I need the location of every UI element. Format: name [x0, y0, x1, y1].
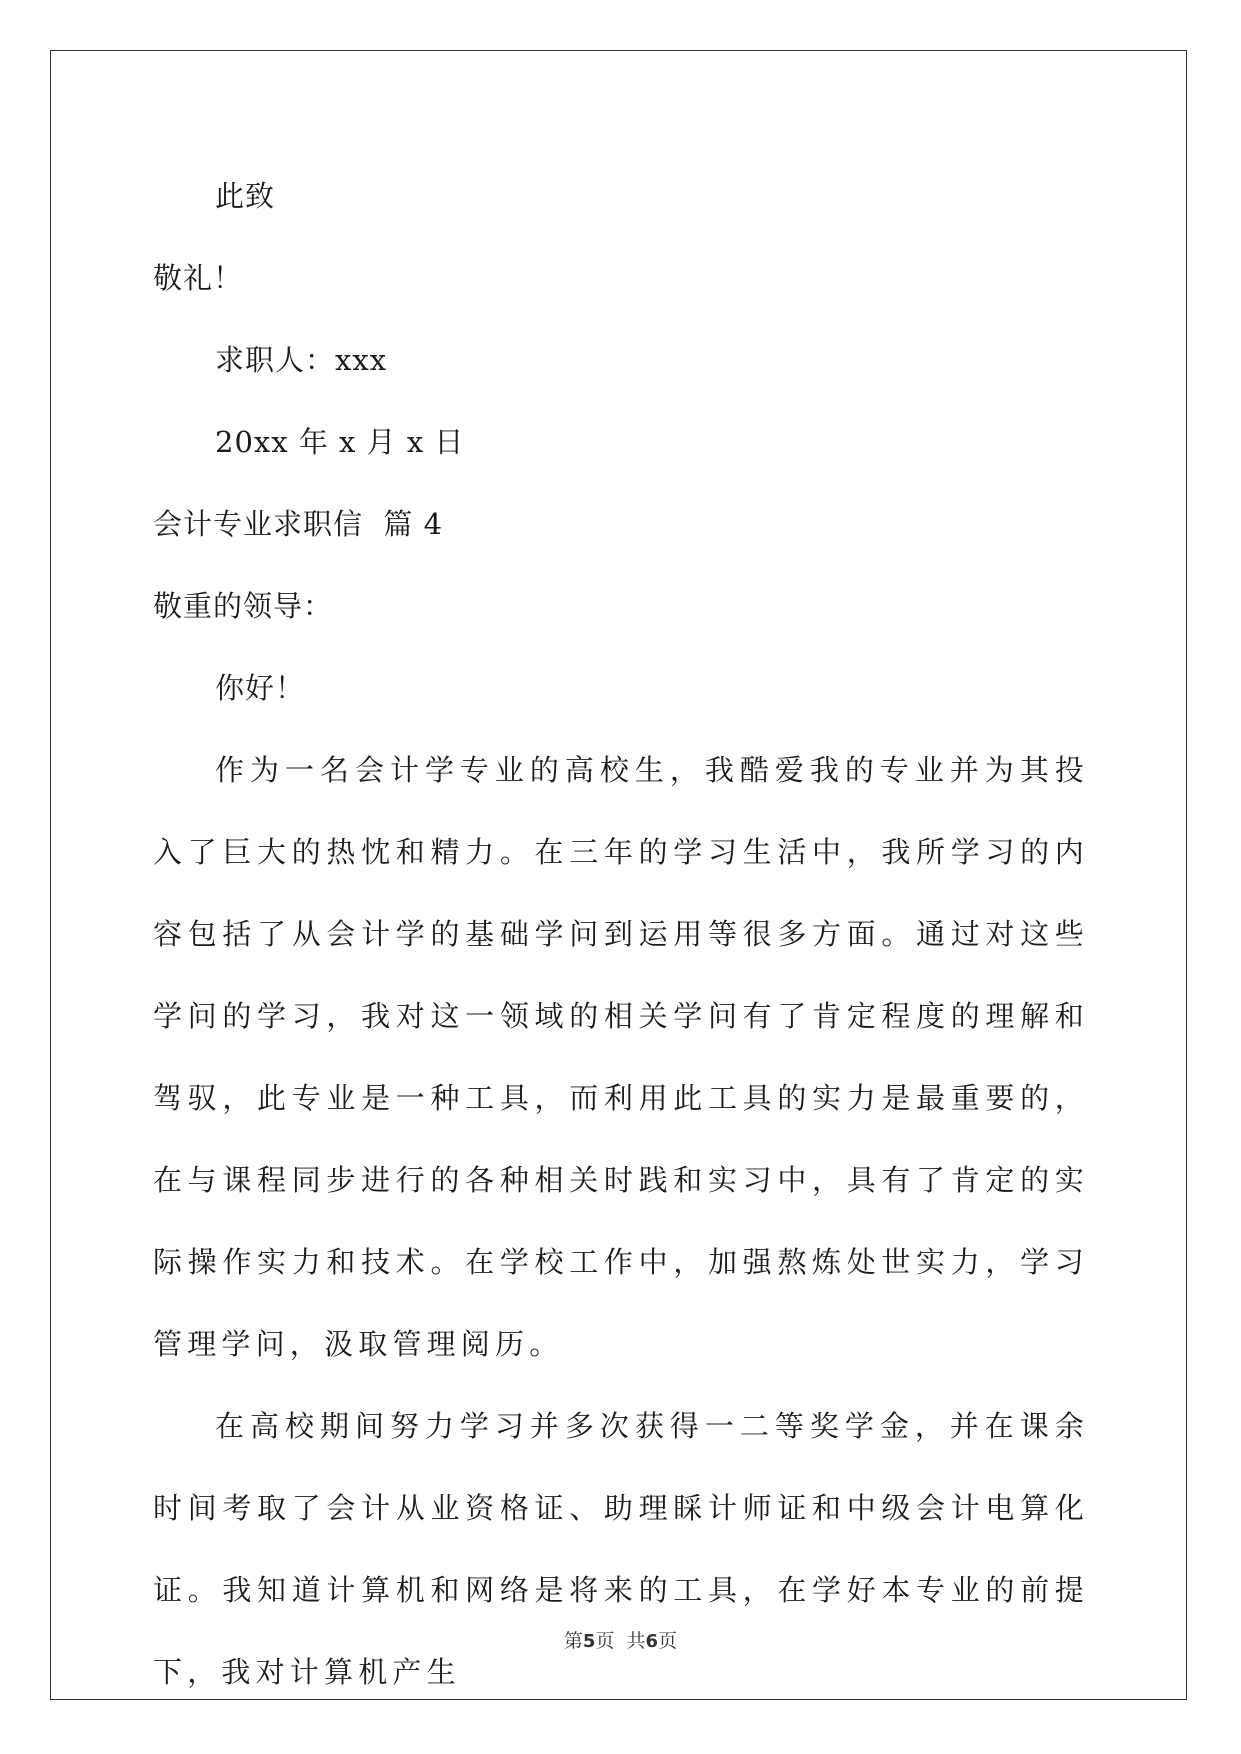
paragraph-2: 在高校期间努力学习并多次获得一二等奖学金，并在课余时间考取了会计从业资格证、助理睬计师证和中级会计电算化证。我知道计算机和网络是将来的工具，在学好本专业的前提下，我对计算机产生 — [153, 1409, 1089, 1689]
page-footer — [0, 1626, 1241, 1653]
paragraph-1: 作为一名会计学专业的高校生，我酷爱我的专业并为其投入了巨大的热忱和精力。在三年的学习生活中，我所学习的内容包括了从会计学的基础学问到运用等很多方面。通过对这些学问的学习，我对这一领域的相关学问有了肯定程度的理解和驾驭，此专业是一种工具，而利用此工具的实力是最重要的，在与课程同步进行的各种相关时践和实习中，具有了肯定的实际操作实力和技术。在学校工作中，加强熬炼处世实力，学习管理学问，汲取管理阅历。 — [153, 753, 1089, 1361]
document-body — [153, 155, 1089, 1713]
applicant-line: 求职人：xxx — [215, 343, 388, 377]
section-title: 会计专业求职信 篇 4 — [153, 507, 444, 541]
current-page-number: 5 — [582, 1631, 596, 1652]
total-page-number: 6 — [645, 1631, 659, 1652]
footer-prefix: 第 — [563, 1630, 583, 1652]
hello-line: 你好！ — [215, 671, 306, 705]
closing-line: 此致 — [215, 179, 276, 213]
footer-suffix: 页 — [658, 1630, 678, 1652]
salute-line: 敬礼！ — [153, 261, 244, 295]
date-line: 20xx 年 x 月 x 日 — [215, 425, 465, 459]
footer-mid: 页 共 — [595, 1630, 646, 1652]
greeting-line: 敬重的领导： — [153, 589, 334, 623]
